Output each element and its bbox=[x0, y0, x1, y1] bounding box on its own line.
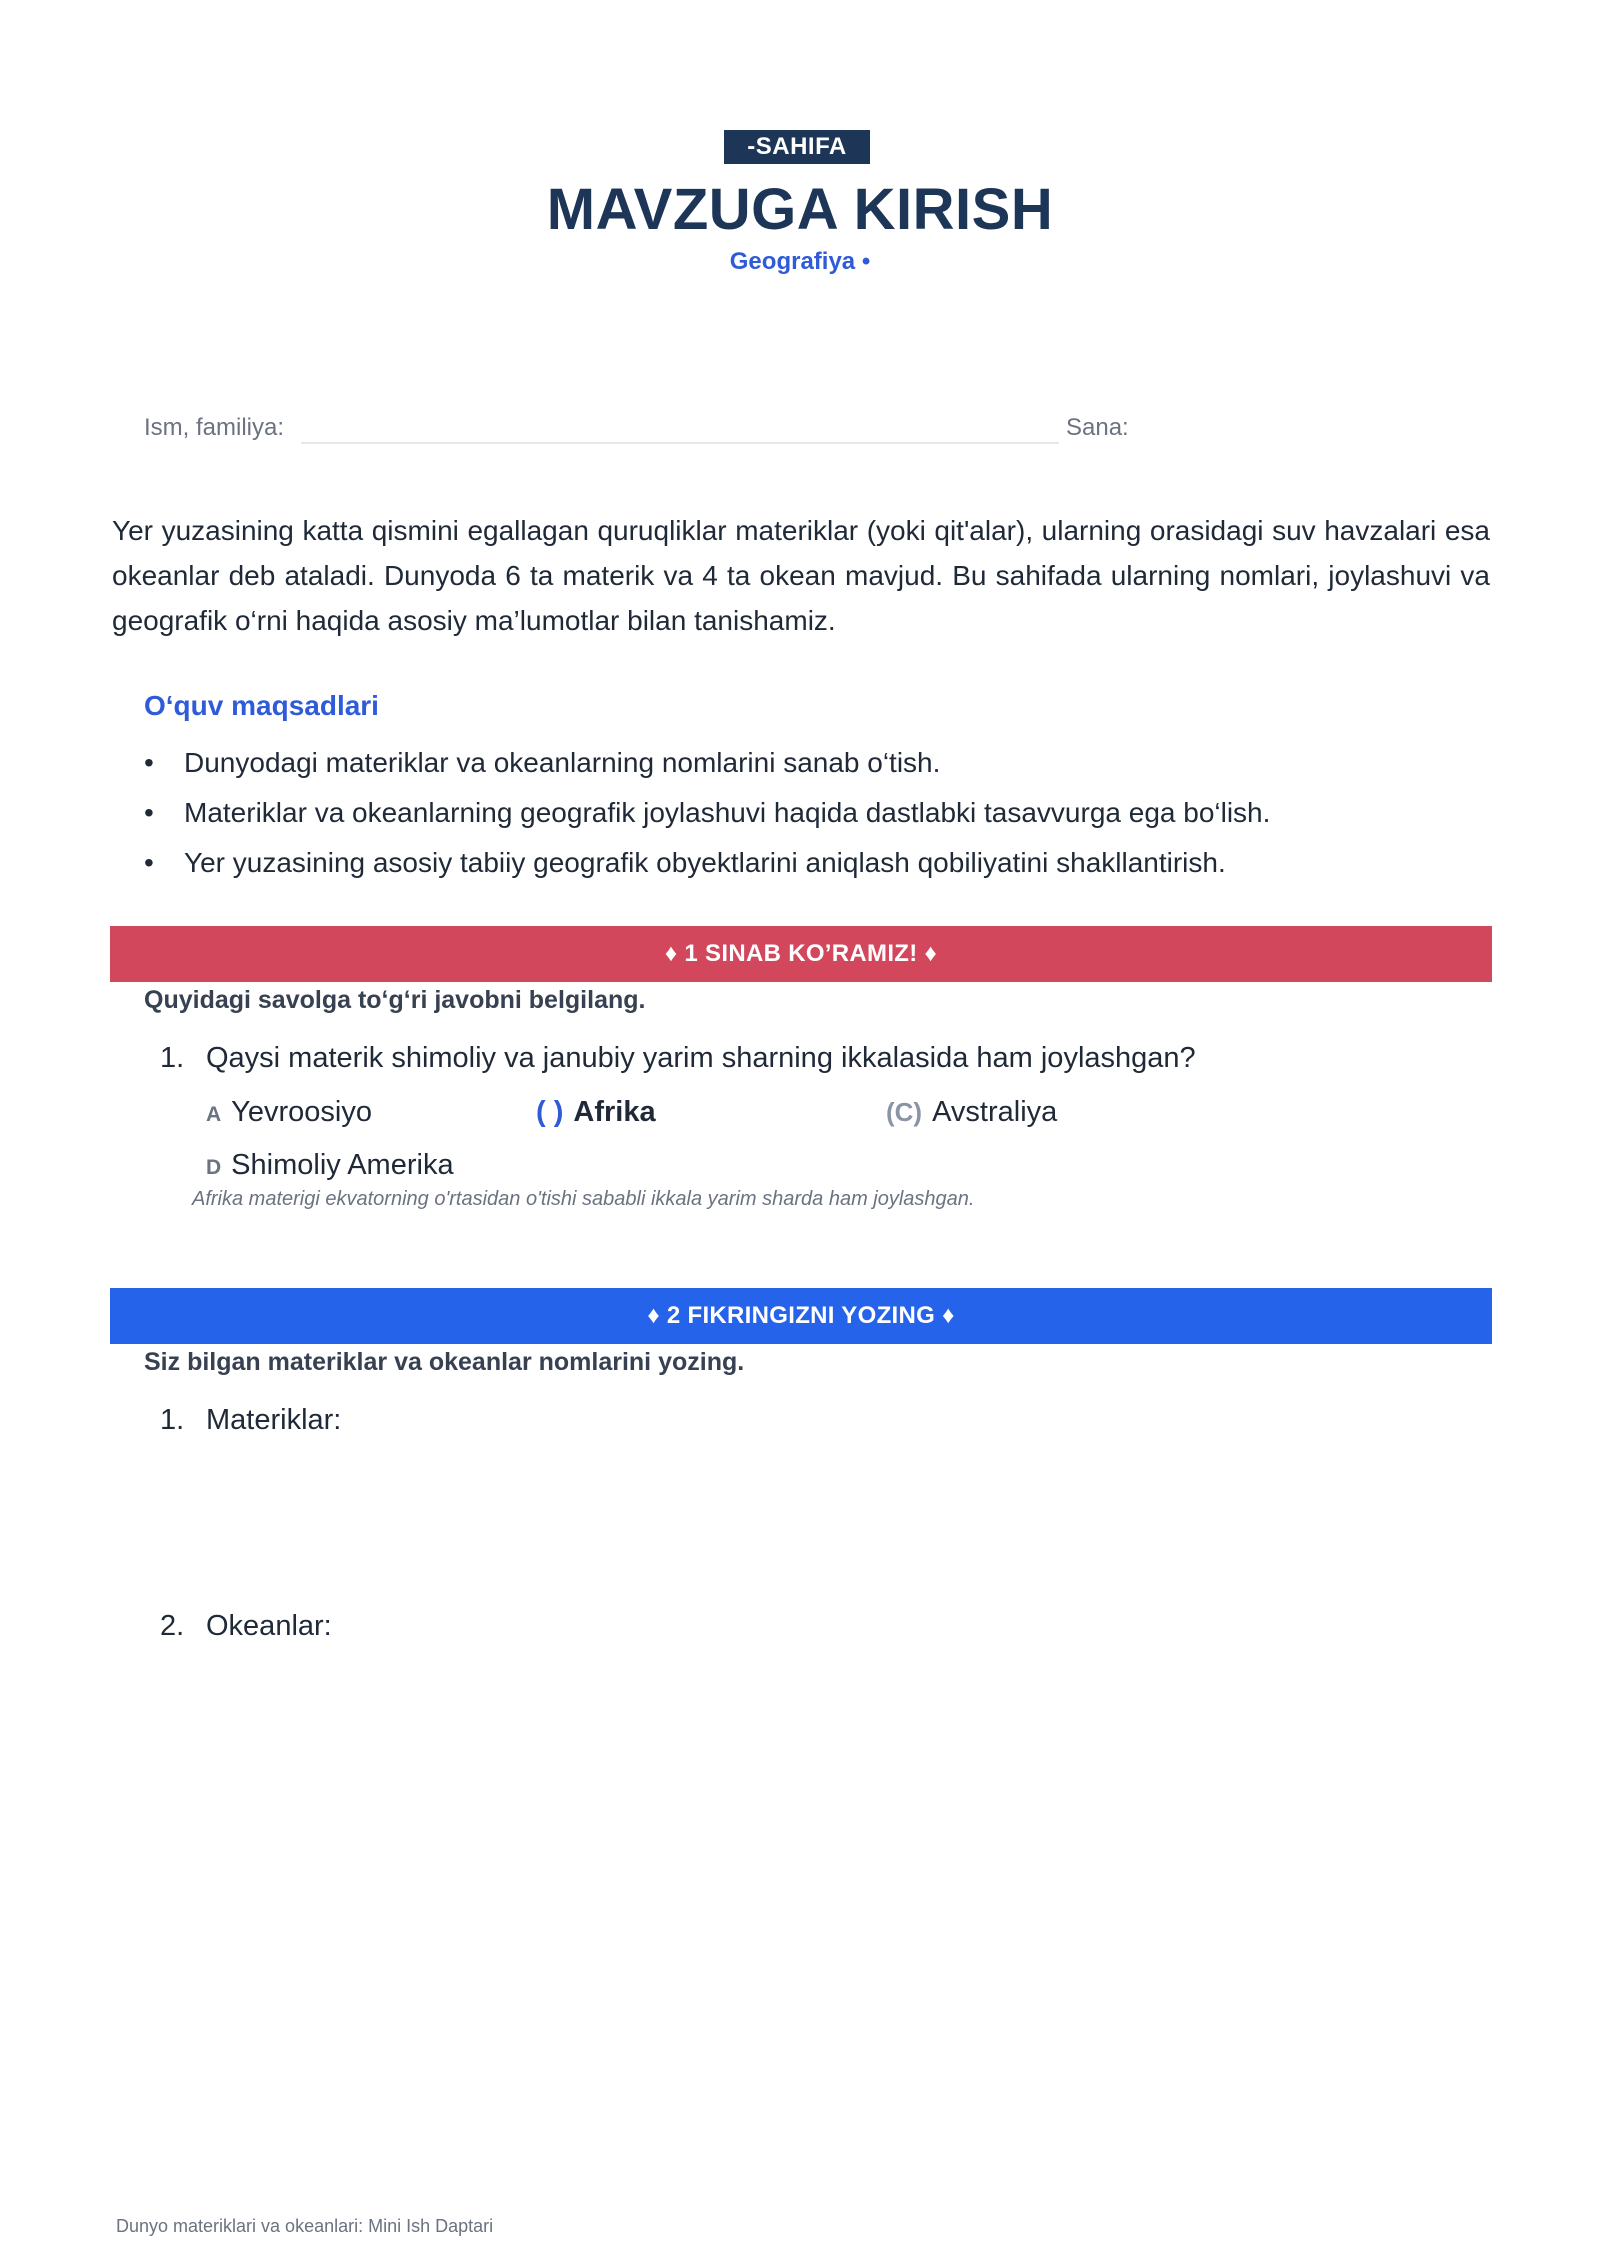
question-text: Materiklar: bbox=[206, 1404, 342, 1436]
option-text: Avstraliya bbox=[932, 1096, 1058, 1128]
question-number: 1. bbox=[160, 1042, 185, 1074]
subject-label: Geografiya • bbox=[729, 248, 871, 275]
bullet-icon: • bbox=[144, 847, 154, 878]
list-item bbox=[144, 738, 1484, 788]
option-letter: (C) bbox=[886, 1097, 923, 1127]
section-1-banner: ♦ 1 SINAB KO’RAMIZ! ♦ bbox=[110, 926, 1492, 982]
objectives-list bbox=[144, 738, 1484, 888]
objective-text: Materiklar va okeanlarning geografik joylashuvi haqida dastlabki tasavvurga ega bo‘lish. bbox=[184, 797, 1271, 828]
question-number: 1. bbox=[160, 1404, 185, 1436]
option-letter: D bbox=[206, 1156, 222, 1179]
writing-question-2[interactable] bbox=[160, 1610, 332, 1643]
option-a[interactable] bbox=[206, 1096, 372, 1129]
section-2-instruction: Siz bilgan materiklar va okeanlar nomlarini yozing. bbox=[144, 1348, 745, 1376]
objective-text: Dunyodagi materiklar va okeanlarning nomlarini sanab o‘tish. bbox=[184, 747, 941, 778]
option-text: Afrika bbox=[573, 1096, 656, 1128]
name-field[interactable] bbox=[301, 442, 1059, 444]
question-1 bbox=[160, 1042, 1196, 1075]
question-text: Okeanlar: bbox=[206, 1610, 332, 1642]
objectives-title: O‘quv maqsadlari bbox=[144, 690, 379, 721]
section-2-banner: ♦ 2 FIKRINGIZNI YOZING ♦ bbox=[110, 1288, 1492, 1344]
page-footer: Dunyo materiklari va okeanlari: Mini Ish Daptari bbox=[116, 2216, 494, 2236]
question-number: 2. bbox=[160, 1610, 185, 1642]
page-title: MAVZUGA KIRISH bbox=[546, 177, 1054, 242]
writing-question-1[interactable] bbox=[160, 1404, 341, 1437]
question-text: Qaysi materik shimoliy va janubiy yarim sharning ikkalasida ham joylashgan? bbox=[206, 1042, 1196, 1074]
page-tag: -SAHIFA bbox=[724, 130, 870, 164]
option-letter: A bbox=[206, 1103, 222, 1126]
intro-paragraph: Yer yuzasining katta qismini egallagan quruqliklar materiklar (yoki qit'alar), ularning orasidagi suv havzalari esa okeanlar deb ataladi. Dunyoda 6 ta materik va 4 ta okean mavjud. Bu sahifada ularning nomlari, joylashuvi va geografik o‘rni haqida asosiy ma’lumotlar bilan tanishamiz. bbox=[112, 515, 1490, 636]
objective-text: Yer yuzasining asosiy tabiiy geografik obyektlarini aniqlash qobiliyatini shakllantirish. bbox=[184, 847, 1226, 878]
student-info-row bbox=[144, 412, 1484, 448]
list-item bbox=[144, 838, 1484, 888]
option-marker: ( ) bbox=[536, 1096, 564, 1128]
name-label: Ism, familiya: bbox=[144, 414, 285, 441]
option-d[interactable] bbox=[206, 1149, 454, 1182]
list-item bbox=[144, 788, 1484, 838]
date-label: Sana: bbox=[1066, 414, 1129, 441]
option-text: Yevroosiyo bbox=[231, 1096, 372, 1128]
section-1-instruction: Quyidagi savolga to‘g‘ri javobni belgilang. bbox=[144, 986, 646, 1014]
bullet-icon: • bbox=[144, 747, 154, 778]
option-text: Shimoliy Amerika bbox=[231, 1149, 454, 1181]
option-c[interactable] bbox=[886, 1096, 1057, 1129]
answer-hint: Afrika materigi ekvatorning o'rtasidan o'tishi sababli ikkala yarim sharda ham joylashgan. bbox=[192, 1188, 975, 1210]
bullet-icon: • bbox=[144, 797, 154, 828]
option-b[interactable] bbox=[536, 1096, 656, 1129]
